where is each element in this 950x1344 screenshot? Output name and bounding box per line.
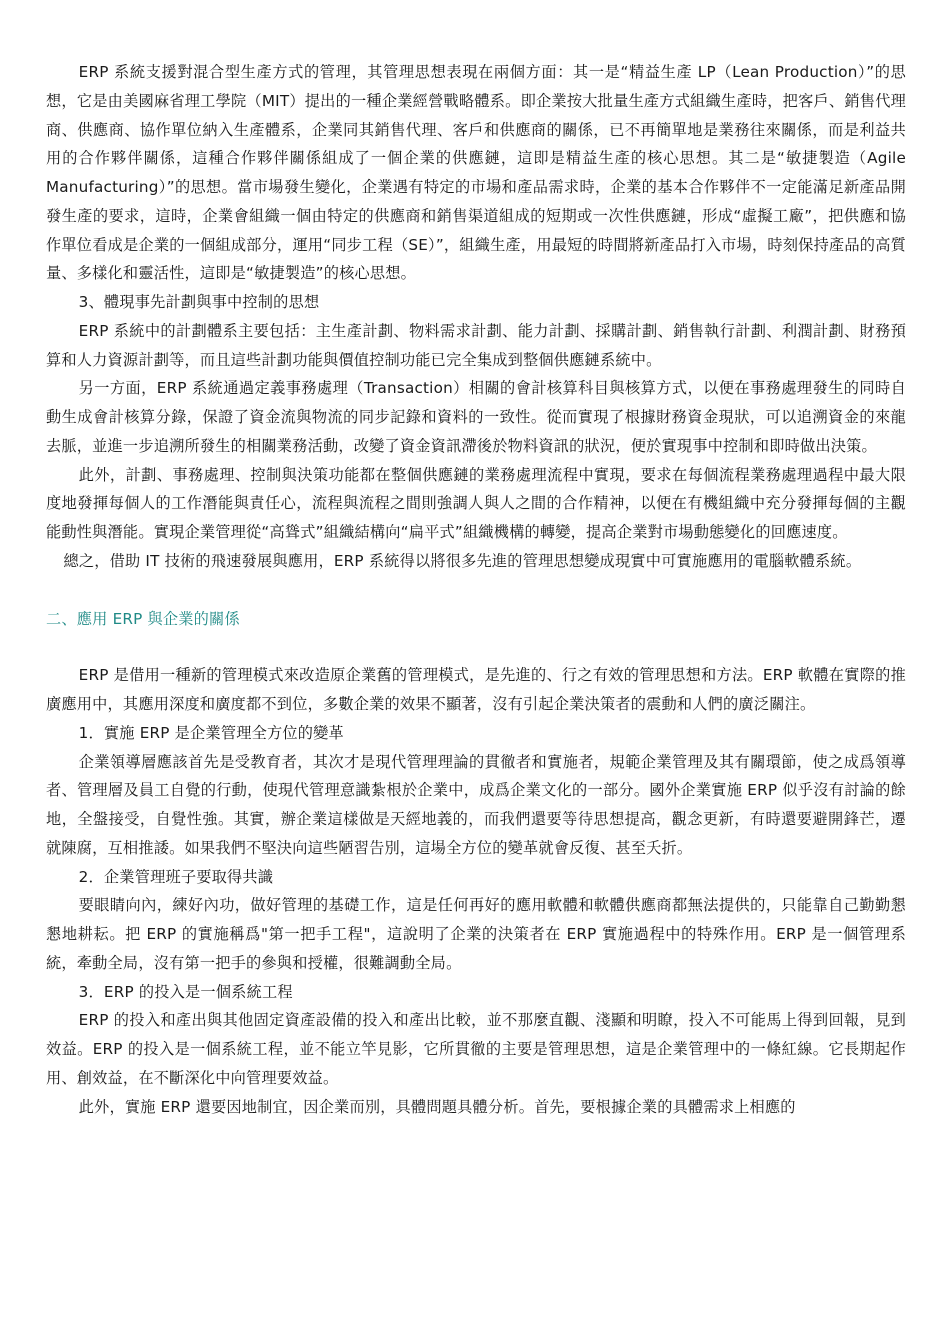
paragraph-plan-system: ERP 系統中的計劃體系主要包括：主生產計劃、物料需求計劃、能力計劃、採購計劃、銷售執行計劃、利潤計劃、財務預算和人力資源計劃等，而且這些計劃功能與價值控制功能已完全集成到整個供應鏈系統中。 xyxy=(46,321,906,369)
spacer xyxy=(46,576,906,605)
paragraph-lean-agile: ERP 系統支援對混合型生產方式的管理，其管理思想表現在兩個方面：其一是“精益生產 LP（Lean Production）”的思想，它是由美國麻省理工學院（MIT）提出的一種企業經營戰略體系。即企業按大批量生產方式組織生產時，把客戶、銷售代理商、供應商、協作單位納入生產體系，企業同其銷售代理、客戶和供應商的關係，已不再簡單地是業務往來關係，而是利益共用的合作夥伴關係，這種合作夥伴關係組成了一個企業的供應鏈，這即是精益生產的核心思想。其二是“敏捷製造（Agile Manufacturing）”的思想。當市場發生變化，企業遇有特定的市場和產品需求時，企業的基本合作夥伴不一定能滿足新產品開發生產的要求，這時，企業會組織一個由特定的供應商和銷售渠道組成的短期或一次性供應鏈，形成“虛擬工廠”，把供應和協作單位看成是企業的一個組成部分，運用“同步工程（SE）”，組織生產，用最短的時間將新產品打入市場，時刻保持產品的高質量、多樣化和靈活性，這即是“敏捷製造”的核心思想。 xyxy=(46,63,906,283)
heading-item-3: 3．ERP 的投入是一個系統工程 xyxy=(78,982,293,1001)
heading-item-1: 1．實施 ERP 是企業管理全方位的變革 xyxy=(78,723,344,742)
paragraph-item-2: 要眼睛向內，練好內功，做好管理的基礎工作，這是任何再好的應用軟體和軟體供應商都無法提供的，只能靠自己勤勤懇懇地耕耘。把 ERP 的實施稱爲"第一把手工程"，這說明了企業的決策者在 ERP 實施過程中的特殊作用。ERP 是一個管理系統，牽動全局，沒有第一把手的參與和授權，很難調動全局。 xyxy=(46,896,906,972)
paragraph-item-3: ERP 的投入和產出與其他固定資產設備的投入和產出比較，並不那麼直觀、淺顯和明瞭，投入不可能馬上得到回報，見到效益。ERP 的投入是一個系統工程，並不能立竿見影，它所貫徹的主要是管理思想，這是企業管理中的一條紅線。它長期起作用、創效益，在不斷深化中向管理要效益。 xyxy=(46,1011,906,1087)
spacer xyxy=(46,633,906,661)
heading-item-2: 2．企業管理班子要取得共識 xyxy=(78,867,274,886)
paragraph-section-intro: ERP 是借用一種新的管理模式來改造原企業舊的管理模式，是先進的、行之有效的管理思想和方法。ERP 軟體在實際的推廣應用中，其應用深度和廣度都不到位，多數企業的效果不顯著，沒有引起企業決策者的震動和人們的廣泛關注。 xyxy=(46,666,906,713)
section-title: 二、應用 ERP 與企業的關係 xyxy=(46,609,240,628)
paragraph-summary: 總之，借助 IT 技術的飛速發展與應用，ERP 系統得以將很多先進的管理思想變成現實中可實施應用的電腦軟體系統。 xyxy=(63,551,862,570)
paragraph-closing: 此外，實施 ERP 還要因地制宜，因企業而別，具體問題具體分析。首先，要根據企業的具體需求上相應的 xyxy=(78,1097,796,1116)
paragraph-item-1: 企業領導層應該首先是受教育者，其次才是現代管理理論的貫徹者和實施者，規範企業管理及其有關環節，使之成爲領導者、管理層及員工自覺的行動，使現代管理意識紮根於企業中，成爲企業文化的一部分。國外企業實施 ERP 似乎沒有討論的餘地，全盤接受，自覺性強。其實，辦企業這樣做是天經地義的，而我們還要等待思想提高，觀念更新，有時還要避開鋒芒，遷就陳腐，互相推諉。如果我們不堅決向這些陋習告別，這場全方位的變革就會反復、甚至夭折。 xyxy=(46,752,906,857)
heading-plan-control: 3、體現事先計劃與事中控制的思想 xyxy=(78,293,320,311)
paragraph-workflow: 此外，計劃、事務處理、控制與決策功能都在整個供應鏈的業務處理流程中實現，要求在每個流程業務處理過程中最大限度地發揮每個人的工作潛能與責任心，流程與流程之間則強調人與人之間的合作精神，以便在有機組織中充分發揮每個的主觀能動性與潛能。實現企業管理從“高聳式”組織結構向“扁平式”組織機構的轉變，提高企業對市場動態變化的回應速度。 xyxy=(46,465,906,541)
paragraph-transaction: 另一方面，ERP 系統通過定義事務處理（Transaction）相關的會計核算科目與核算方式，以便在事務處理發生的同時自動生成會計核算分錄，保證了資金流與物流的同步記錄和資料的一致性。從而實現了根據財務資金現狀，可以追溯資金的來龍去脈，並進一步追溯所發生的相關業務活動，改變了資金資訊滯後於物料資訊的狀況，便於實現事中控制和即時做出決策。 xyxy=(46,379,906,455)
